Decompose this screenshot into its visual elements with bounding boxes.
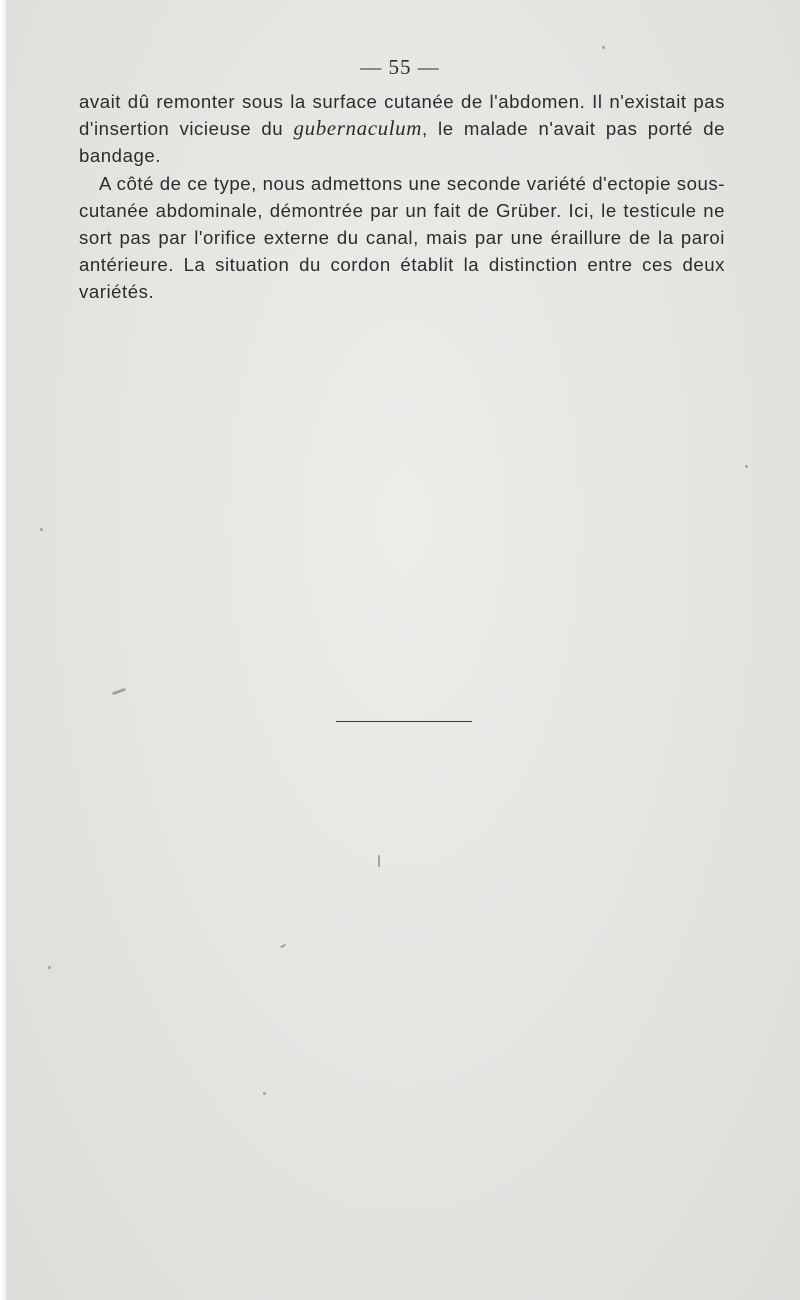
page-edge	[0, 0, 8, 1300]
dust-speck	[602, 46, 605, 49]
italic-term-gubernaculum: gubernaculum	[293, 116, 423, 141]
dust-speck	[745, 465, 748, 468]
dust-speck	[263, 1092, 266, 1095]
dust-speck	[378, 855, 380, 867]
paragraph-2: A côté de ce type, nous admettons une seconde variété d'ectopie sous-cutanée abdominale, démontrée par un fait de Grüber. Ici, le testicule ne sort pas par l'orifice externe du canal, mais par une éraillure de la paroi antérieure. La situation du cordon établit la distinction entre ces deux variétés.	[79, 172, 725, 303]
paragraph-1-tail: , le malade n'avait pas porté de bandage.	[79, 118, 725, 167]
paragraph-1	[79, 88, 725, 170]
page-number: — 55 —	[360, 55, 440, 79]
paragraph-1-lead: avait dû remonter sous la surface cutanée de l'abdomen. Il n'existait pas d'insertion vicieuse du	[79, 91, 725, 140]
dust-speck	[48, 966, 51, 969]
body-text	[79, 88, 725, 306]
section-end-rule	[336, 721, 472, 722]
dust-speck	[40, 528, 43, 531]
